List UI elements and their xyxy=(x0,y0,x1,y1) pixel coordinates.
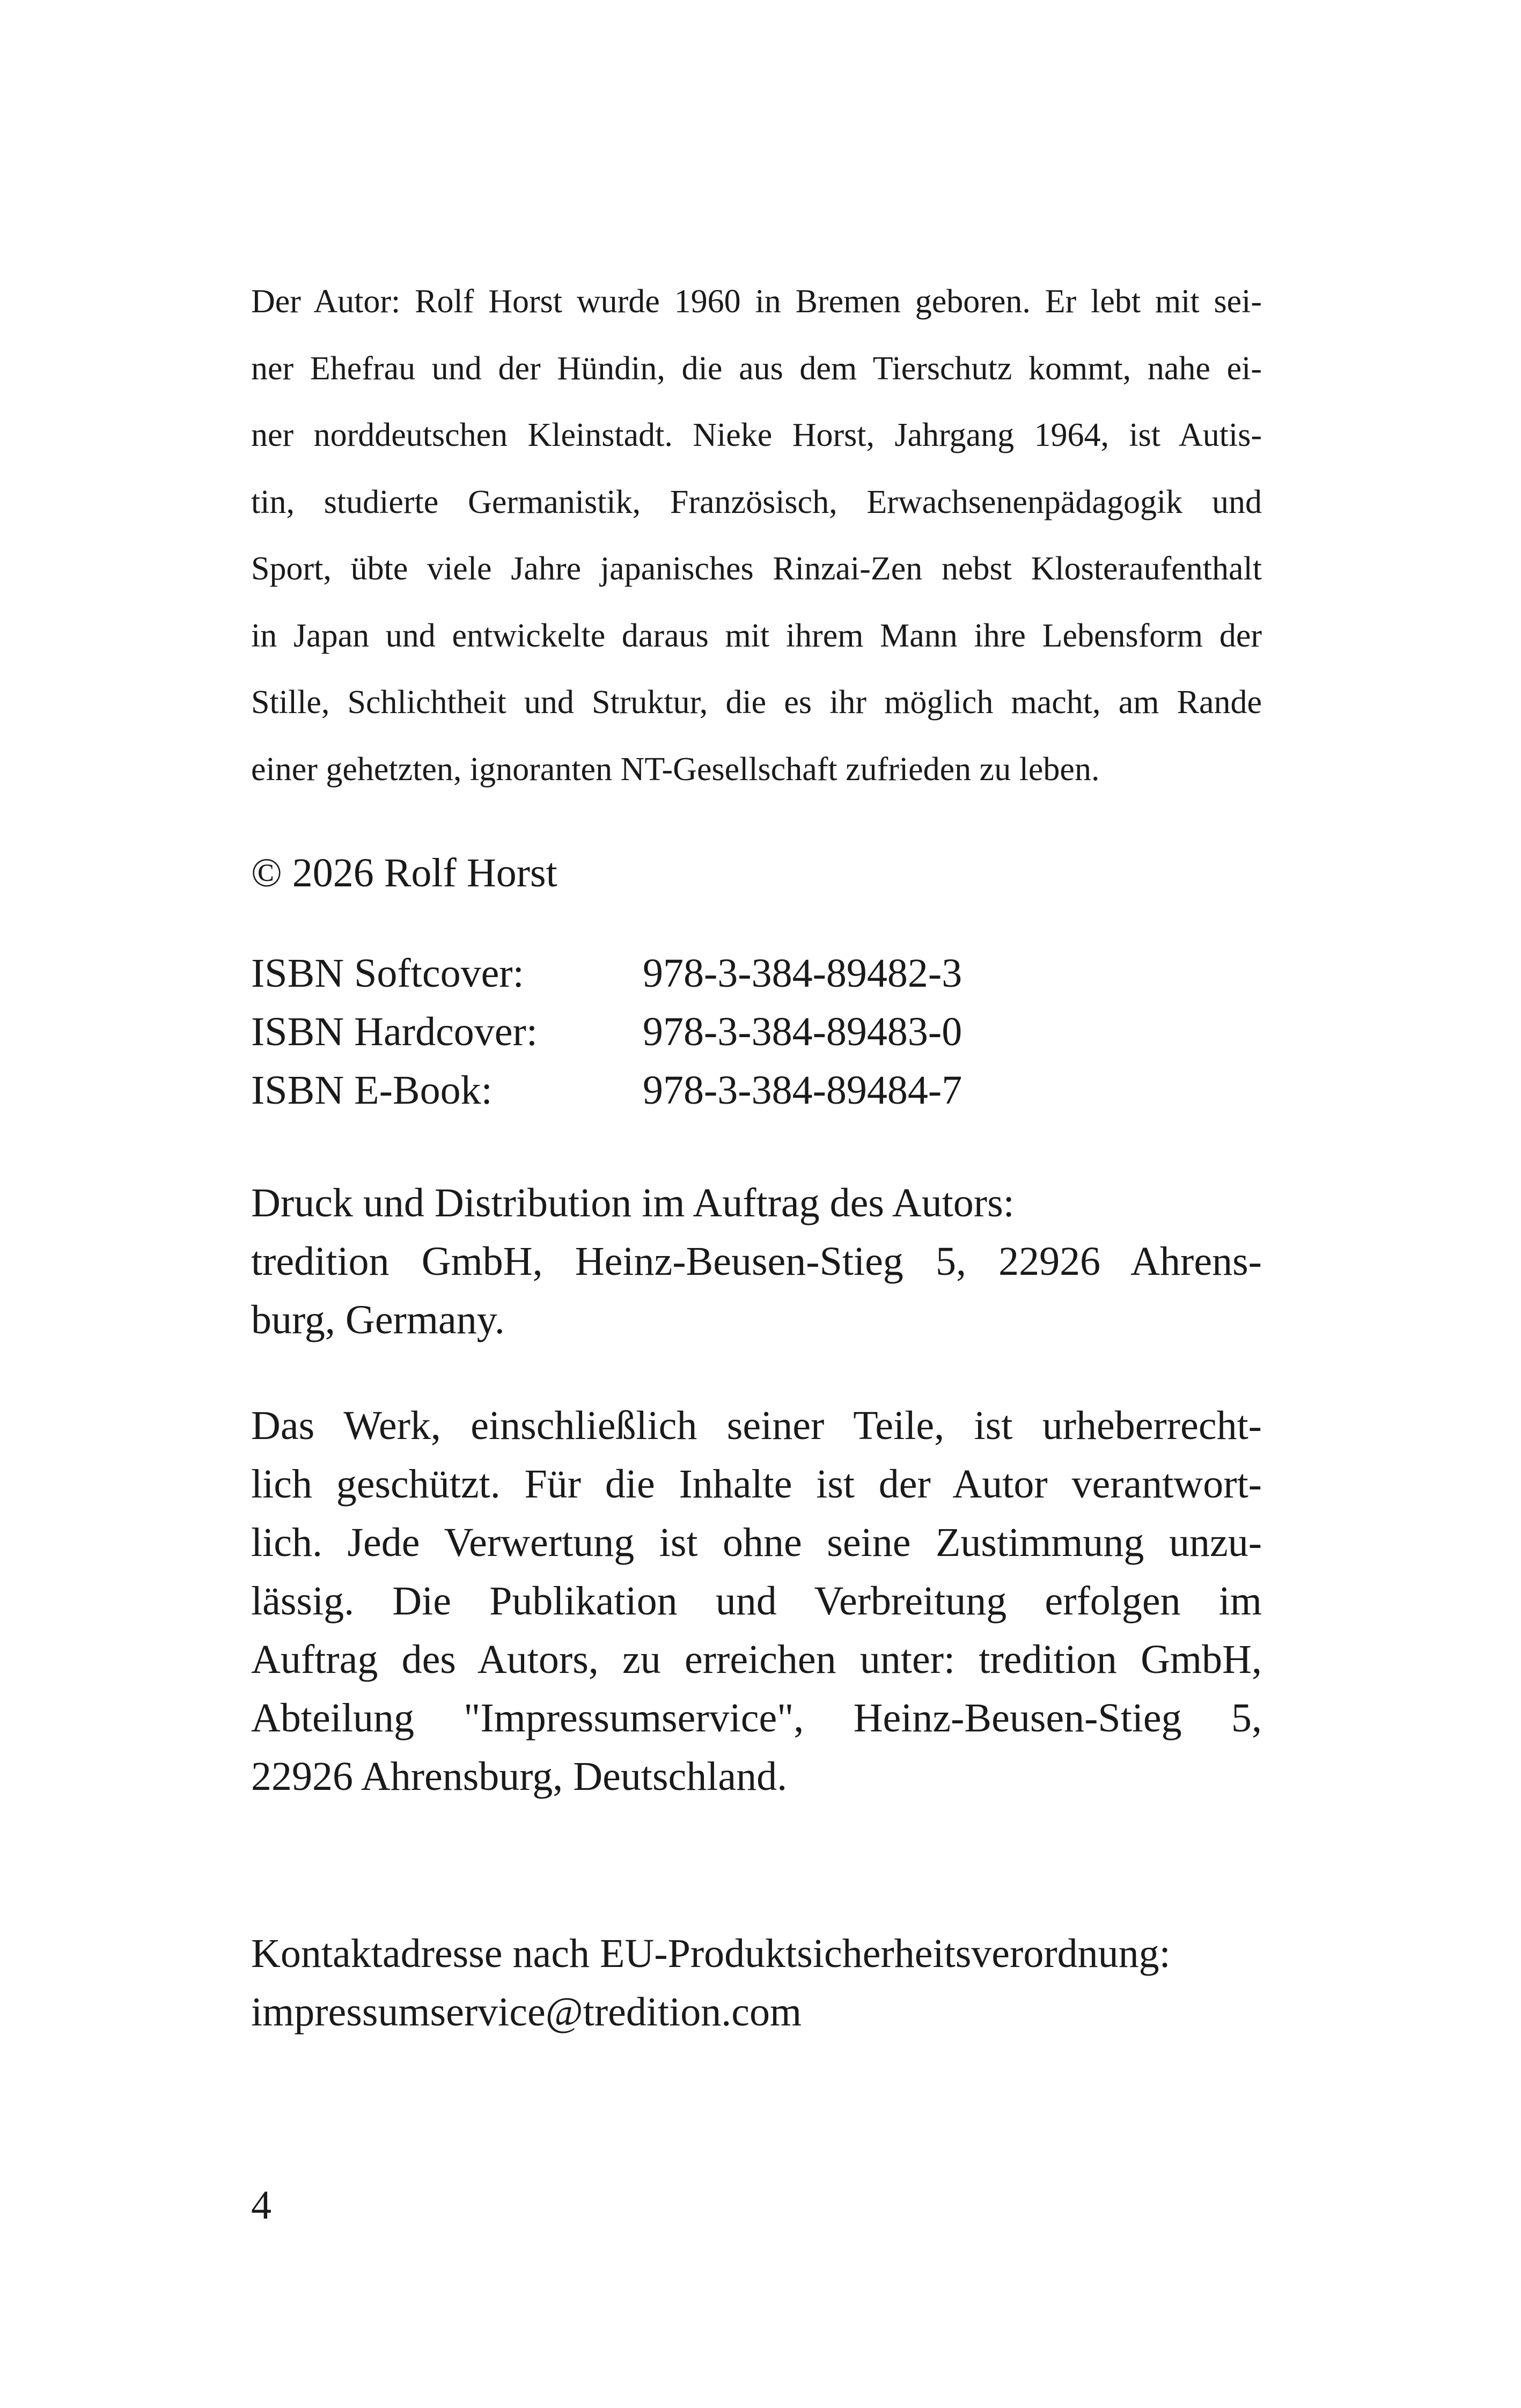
rights-line: Das Werk, einschließlich seiner Teile, ist urheberrecht- xyxy=(251,1403,1262,1448)
isbn-list xyxy=(251,944,962,1120)
author-bio-paragraph xyxy=(251,268,1262,803)
bio-line: einer gehetzten, ignoranten NT-Gesellschaft zufrieden zu leben. xyxy=(251,751,1100,788)
print-line: burg, Germany. xyxy=(251,1297,505,1342)
bio-line: in Japan und entwickelte daraus mit ihrem Mann ihre Lebensform der xyxy=(251,617,1262,654)
isbn-label: ISBN E-Book: xyxy=(251,1068,493,1113)
rights-line: Auftrag des Autors, zu erreichen unter: tredition GmbH, xyxy=(251,1637,1262,1682)
isbn-value: 978-3-384-89484-7 xyxy=(643,1068,962,1113)
isbn-row-hardcover xyxy=(251,1003,962,1061)
bio-line: tin, studierte Germanistik, Französisch, Erwachsenenpädagogik und xyxy=(251,483,1262,520)
page-number: 4 xyxy=(251,2183,271,2228)
print-distribution-info xyxy=(251,1174,1262,1349)
contact-info xyxy=(251,1925,1262,2042)
bio-line: Sport, übte viele Jahre japanisches Rinzai-Zen nebst Klosteraufenthalt xyxy=(251,550,1262,587)
rights-line: lich. Jede Verwertung ist ohne seine Zustimmung unzu- xyxy=(251,1520,1262,1565)
bio-line: Stille, Schlichtheit und Struktur, die es ihr möglich macht, am Rande xyxy=(251,684,1262,721)
rights-line: Abteilung "Impressumservice", Heinz-Beusen-Stieg 5, xyxy=(251,1695,1262,1741)
isbn-label: ISBN Hardcover: xyxy=(251,1009,538,1054)
isbn-value: 978-3-384-89483-0 xyxy=(643,1009,962,1054)
copyright-notice: © 2026 Rolf Horst xyxy=(251,850,557,895)
copyright-rights-paragraph xyxy=(251,1397,1262,1806)
print-line: tredition GmbH, Heinz-Beusen-Stieg 5, 22926 Ahrens- xyxy=(251,1239,1262,1284)
print-line: Druck und Distribution im Auftrag des Autors: xyxy=(251,1180,1015,1225)
rights-line: lich geschützt. Für die Inhalte ist der Autor verantwort- xyxy=(251,1462,1262,1507)
bio-line: ner norddeutschen Kleinstadt. Nieke Horst, Jahrgang 1964, ist Autis- xyxy=(251,417,1262,453)
contact-email: impressumservice@tredition.com xyxy=(251,1989,802,2035)
rights-line: 22926 Ahrensburg, Deutschland. xyxy=(251,1754,788,1799)
isbn-row-ebook xyxy=(251,1061,962,1120)
isbn-label: ISBN Softcover: xyxy=(251,951,524,996)
bio-line: Der Autor: Rolf Horst wurde 1960 in Bremen geboren. Er lebt mit sei- xyxy=(251,283,1262,320)
isbn-value: 978-3-384-89482-3 xyxy=(643,951,962,996)
bio-line: ner Ehefrau und der Hündin, die aus dem Tierschutz kommt, nahe ei- xyxy=(251,350,1262,387)
isbn-row-softcover xyxy=(251,944,962,1003)
rights-line: lässig. Die Publikation und Verbreitung erfolgen im xyxy=(251,1579,1262,1624)
contact-line: Kontaktadresse nach EU-Produktsicherheitsverordnung: xyxy=(251,1931,1171,1976)
